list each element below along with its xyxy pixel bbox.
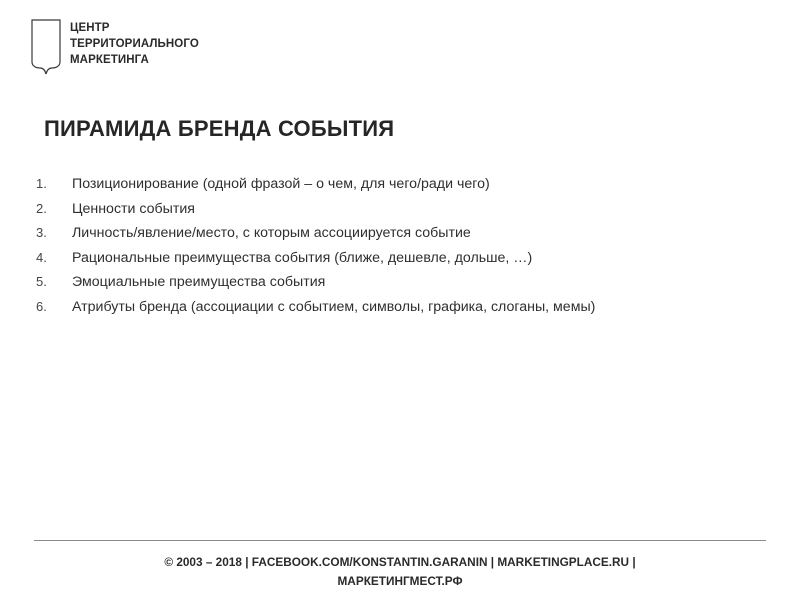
logo-text: [70, 20, 199, 68]
list-text: Эмоциальные преимущества события: [72, 274, 326, 290]
list-number: 6.: [36, 298, 47, 314]
list-item: [36, 225, 766, 250]
list-item: [36, 176, 766, 201]
list-number: 3.: [36, 225, 47, 240]
list-item: [36, 299, 766, 324]
list-item: [36, 274, 766, 299]
list-item: [36, 201, 766, 226]
footer-line-1: © 2003 – 2018 | FACEBOOK.COM/KONSTANTIN.GARANIN | MARKETINGPLACE.RU |: [164, 555, 636, 569]
logo-line: ТЕРРИТОРИАЛЬНОГО: [70, 38, 199, 50]
footer-line-2: МАРКЕТИНГМЕСТ.РФ: [337, 574, 463, 588]
footer: [0, 553, 800, 591]
list-number: 4.: [36, 249, 47, 265]
list-text: Личность/явление/место, с которым ассоциируется событие: [72, 225, 471, 241]
page-title: ПИРАМИДА БРЕНДА СОБЫТИЯ: [44, 116, 395, 141]
list-text: Ценности события: [72, 200, 195, 217]
list-text: Атрибуты бренда (ассоциации с событием, символы, графика, слоганы, мемы): [72, 298, 596, 315]
list-number: 1.: [36, 176, 47, 191]
list-text: Рациональные преимущества события (ближе, дешевле, дольше, …): [72, 249, 533, 266]
numbered-list: [36, 176, 766, 323]
list-item: [36, 250, 766, 275]
logo-line: ЦЕНТР: [70, 22, 110, 34]
logo-line: МАРКЕТИНГА: [70, 54, 149, 66]
logo: [30, 18, 199, 76]
shield-icon: [30, 18, 64, 76]
list-number: 5.: [36, 274, 47, 289]
list-text: Позиционирование (одной фразой – о чем, для чего/ради чего): [72, 176, 490, 192]
footer-divider: [34, 540, 766, 541]
list-number: 2.: [36, 200, 47, 216]
